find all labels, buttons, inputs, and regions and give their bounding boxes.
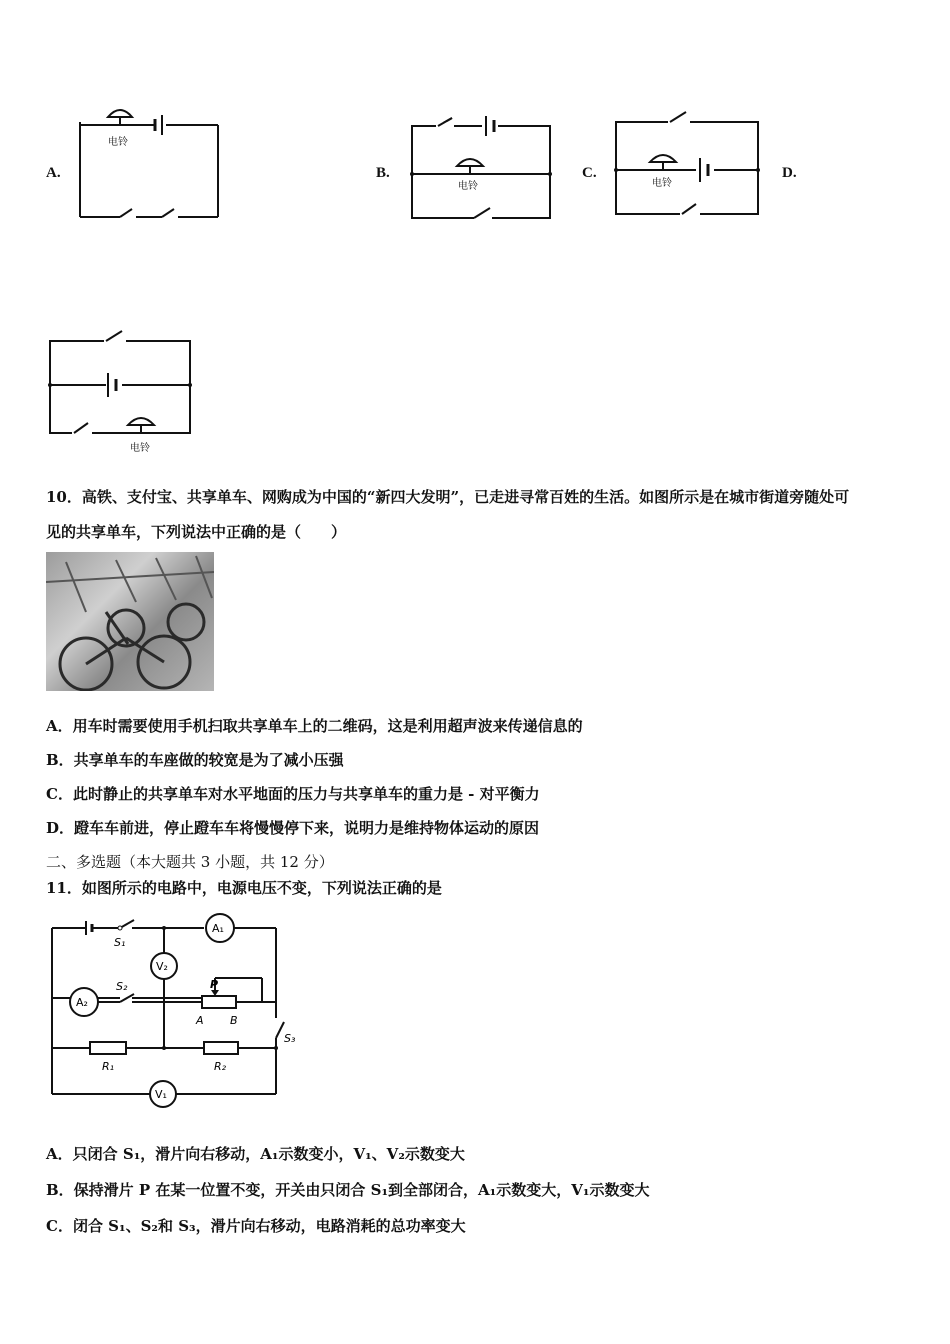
rheostat — [202, 996, 236, 1008]
option-a-letter: A. — [46, 165, 61, 181]
q10-option-c: C．此时静止的共享单车对水平地面的压力与共享单车的重力是 - 对平衡力 — [46, 785, 540, 803]
circuit-d-diagram — [42, 325, 202, 460]
q11-option-c: C．闭合 S₁、S₂和 S₃，滑片向右移动，电路消耗的总功率变大 — [46, 1217, 466, 1235]
bell-d-label: 电铃 — [130, 443, 150, 454]
option-b-letter: B. — [376, 165, 390, 181]
option-c-letter: C. — [582, 165, 597, 181]
circuit-c-diagram — [608, 106, 768, 226]
q10-stem-line1: 10．高铁、支付宝、共享单车、网购成为中国的“新四大发明”，已走进寻常百姓的生活。如图所示是在城市街道旁随处可 — [46, 488, 850, 506]
bell-d-icon — [128, 418, 154, 425]
bell-b-label: 电铃 — [458, 181, 478, 192]
bell-a-icon — [108, 110, 132, 117]
q11-stem: 11．如图所示的电路中，电源电压不变，下列说法正确的是 — [46, 879, 442, 897]
label-s3: S₃ — [284, 1032, 296, 1045]
q11-circuit-diagram — [40, 910, 320, 1120]
label-a2: A₂ — [76, 996, 88, 1009]
bell-b-icon — [457, 159, 483, 166]
switch-s3 — [276, 1022, 284, 1038]
section-title: 二、多选题（本大题共 3 小题，共 12 分） — [46, 853, 334, 871]
resistor-r2 — [204, 1042, 238, 1054]
label-b: B — [230, 1014, 238, 1027]
label-s1: S₁ — [114, 936, 126, 949]
label-v2: V₂ — [156, 960, 168, 973]
q10-stem-line2: 见的共享单车，下列说法中正确的是（ ） — [46, 523, 347, 541]
label-a: A — [196, 1014, 204, 1027]
q10-option-d: D．蹬车车前进，停止蹬车车将慢慢停下来，说明力是维持物体运动的原因 — [46, 819, 540, 837]
switch-a1 — [120, 209, 132, 217]
switch-s2 — [120, 994, 134, 1002]
label-s2: S₂ — [116, 980, 128, 993]
q10-option-a: A．用车时需要使用手机扫取共享单车上的二维码，这是利用超声波来传递信息的 — [46, 717, 583, 735]
q10-option-b: B．共享单车的车座做的较宽是为了减小压强 — [46, 751, 344, 769]
switch-a2 — [162, 209, 174, 217]
q11-option-a: A．只闭合 S₁，滑片向右移动，A₁示数变小，V₁、V₂示数变大 — [46, 1145, 465, 1163]
bell-a-label: 电铃 — [108, 137, 128, 148]
circuit-a-diagram — [70, 95, 230, 230]
option-d-letter: D. — [782, 165, 797, 181]
label-a1: A₁ — [212, 922, 224, 935]
q11-option-b: B．保持滑片 P 在某一位置不变，开关由只闭合 S₁到全部闭合，A₁示数变大，V₁示数变大 — [46, 1181, 650, 1199]
label-p: P — [210, 978, 219, 991]
label-v1: V₁ — [155, 1088, 167, 1101]
label-r1: R₁ — [102, 1060, 115, 1073]
shared-bikes-photo — [46, 552, 214, 691]
bell-c-icon — [650, 155, 676, 162]
circuit-b-diagram — [402, 108, 562, 228]
bicycle-icon — [46, 552, 214, 691]
label-r2: R₂ — [214, 1060, 227, 1073]
bell-c-label: 电铃 — [652, 178, 672, 189]
resistor-r1 — [90, 1042, 126, 1054]
